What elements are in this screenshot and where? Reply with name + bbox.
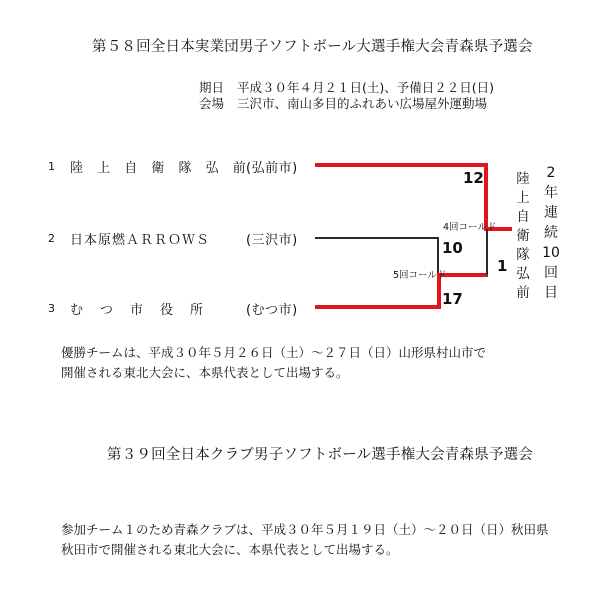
winner-name-vertical: 陸上自衛隊弘前 [516,171,530,301]
body-line: 秋田市で開催される東北大会に、本県代表として出場する。 [61,542,399,557]
streak-char: 連 [544,205,558,221]
score-semi-team2: 10 [442,239,463,257]
venue-label: 会場 [199,96,225,111]
bracket-line-team2 [315,237,438,239]
team-name: 日本原燃ＡＲＲＯＷＳ [70,233,211,248]
date-label: 期日 [199,80,225,95]
bracket-line-team1 [315,163,488,167]
score-semi-team3: 17 [442,290,463,308]
team-city: (むつ市) [246,303,298,318]
venue-value: 三沢市、南山多目的ふれあい広場屋外運動場 [237,96,488,111]
note-final-called: 4回コールド [443,222,497,233]
streak-char: 回 [544,265,558,281]
note-semi-called: 5回コールド [393,270,447,281]
team-name: む つ 市 役 所 [70,303,206,318]
team-seed: 3 [48,302,55,315]
streak-char: 続 [544,225,558,241]
streak-char: 2 [546,165,556,181]
team-city: (弘前市) [246,161,298,176]
tournament2-body [61,520,549,560]
streak-char: 10 [542,245,560,261]
bracket-line-final-bottom [486,229,488,275]
score-final-team1: 12 [463,169,484,187]
team-seed: 2 [48,232,55,245]
team-city: (三沢市) [246,233,298,248]
team-seed: 1 [48,160,55,173]
tournament2-title: 第３９回全日本クラブ男子ソフトボール選手権大会青森県予選会 [107,447,534,463]
streak-char: 目 [544,285,558,301]
date-value: 平成３０年４月２１日(土)、予備日２２日(日) [237,80,495,95]
bracket-line-team3 [315,305,441,309]
body-line: 参加チーム１のため青森クラブは、平成３０年５月１９日（土）～２０日（日）秋田県 [61,522,549,537]
streak-vertical [539,163,563,303]
score-final-team3: 1 [497,257,508,275]
tournament1-title: 第５８回全日本実業団男子ソフトボール大選手権大会青森県予選会 [92,39,533,55]
streak-char: 年 [544,185,558,201]
team-name: 陸 上 自 衛 隊 弘 前 [70,161,251,176]
footer-line: 優勝チームは、平成３０年５月２６日（土）～２７日（日）山形県村山市で [61,345,487,360]
tournament1-footer [61,343,486,383]
footer-line: 開催される東北大会に、本県代表として出場する。 [61,365,349,380]
